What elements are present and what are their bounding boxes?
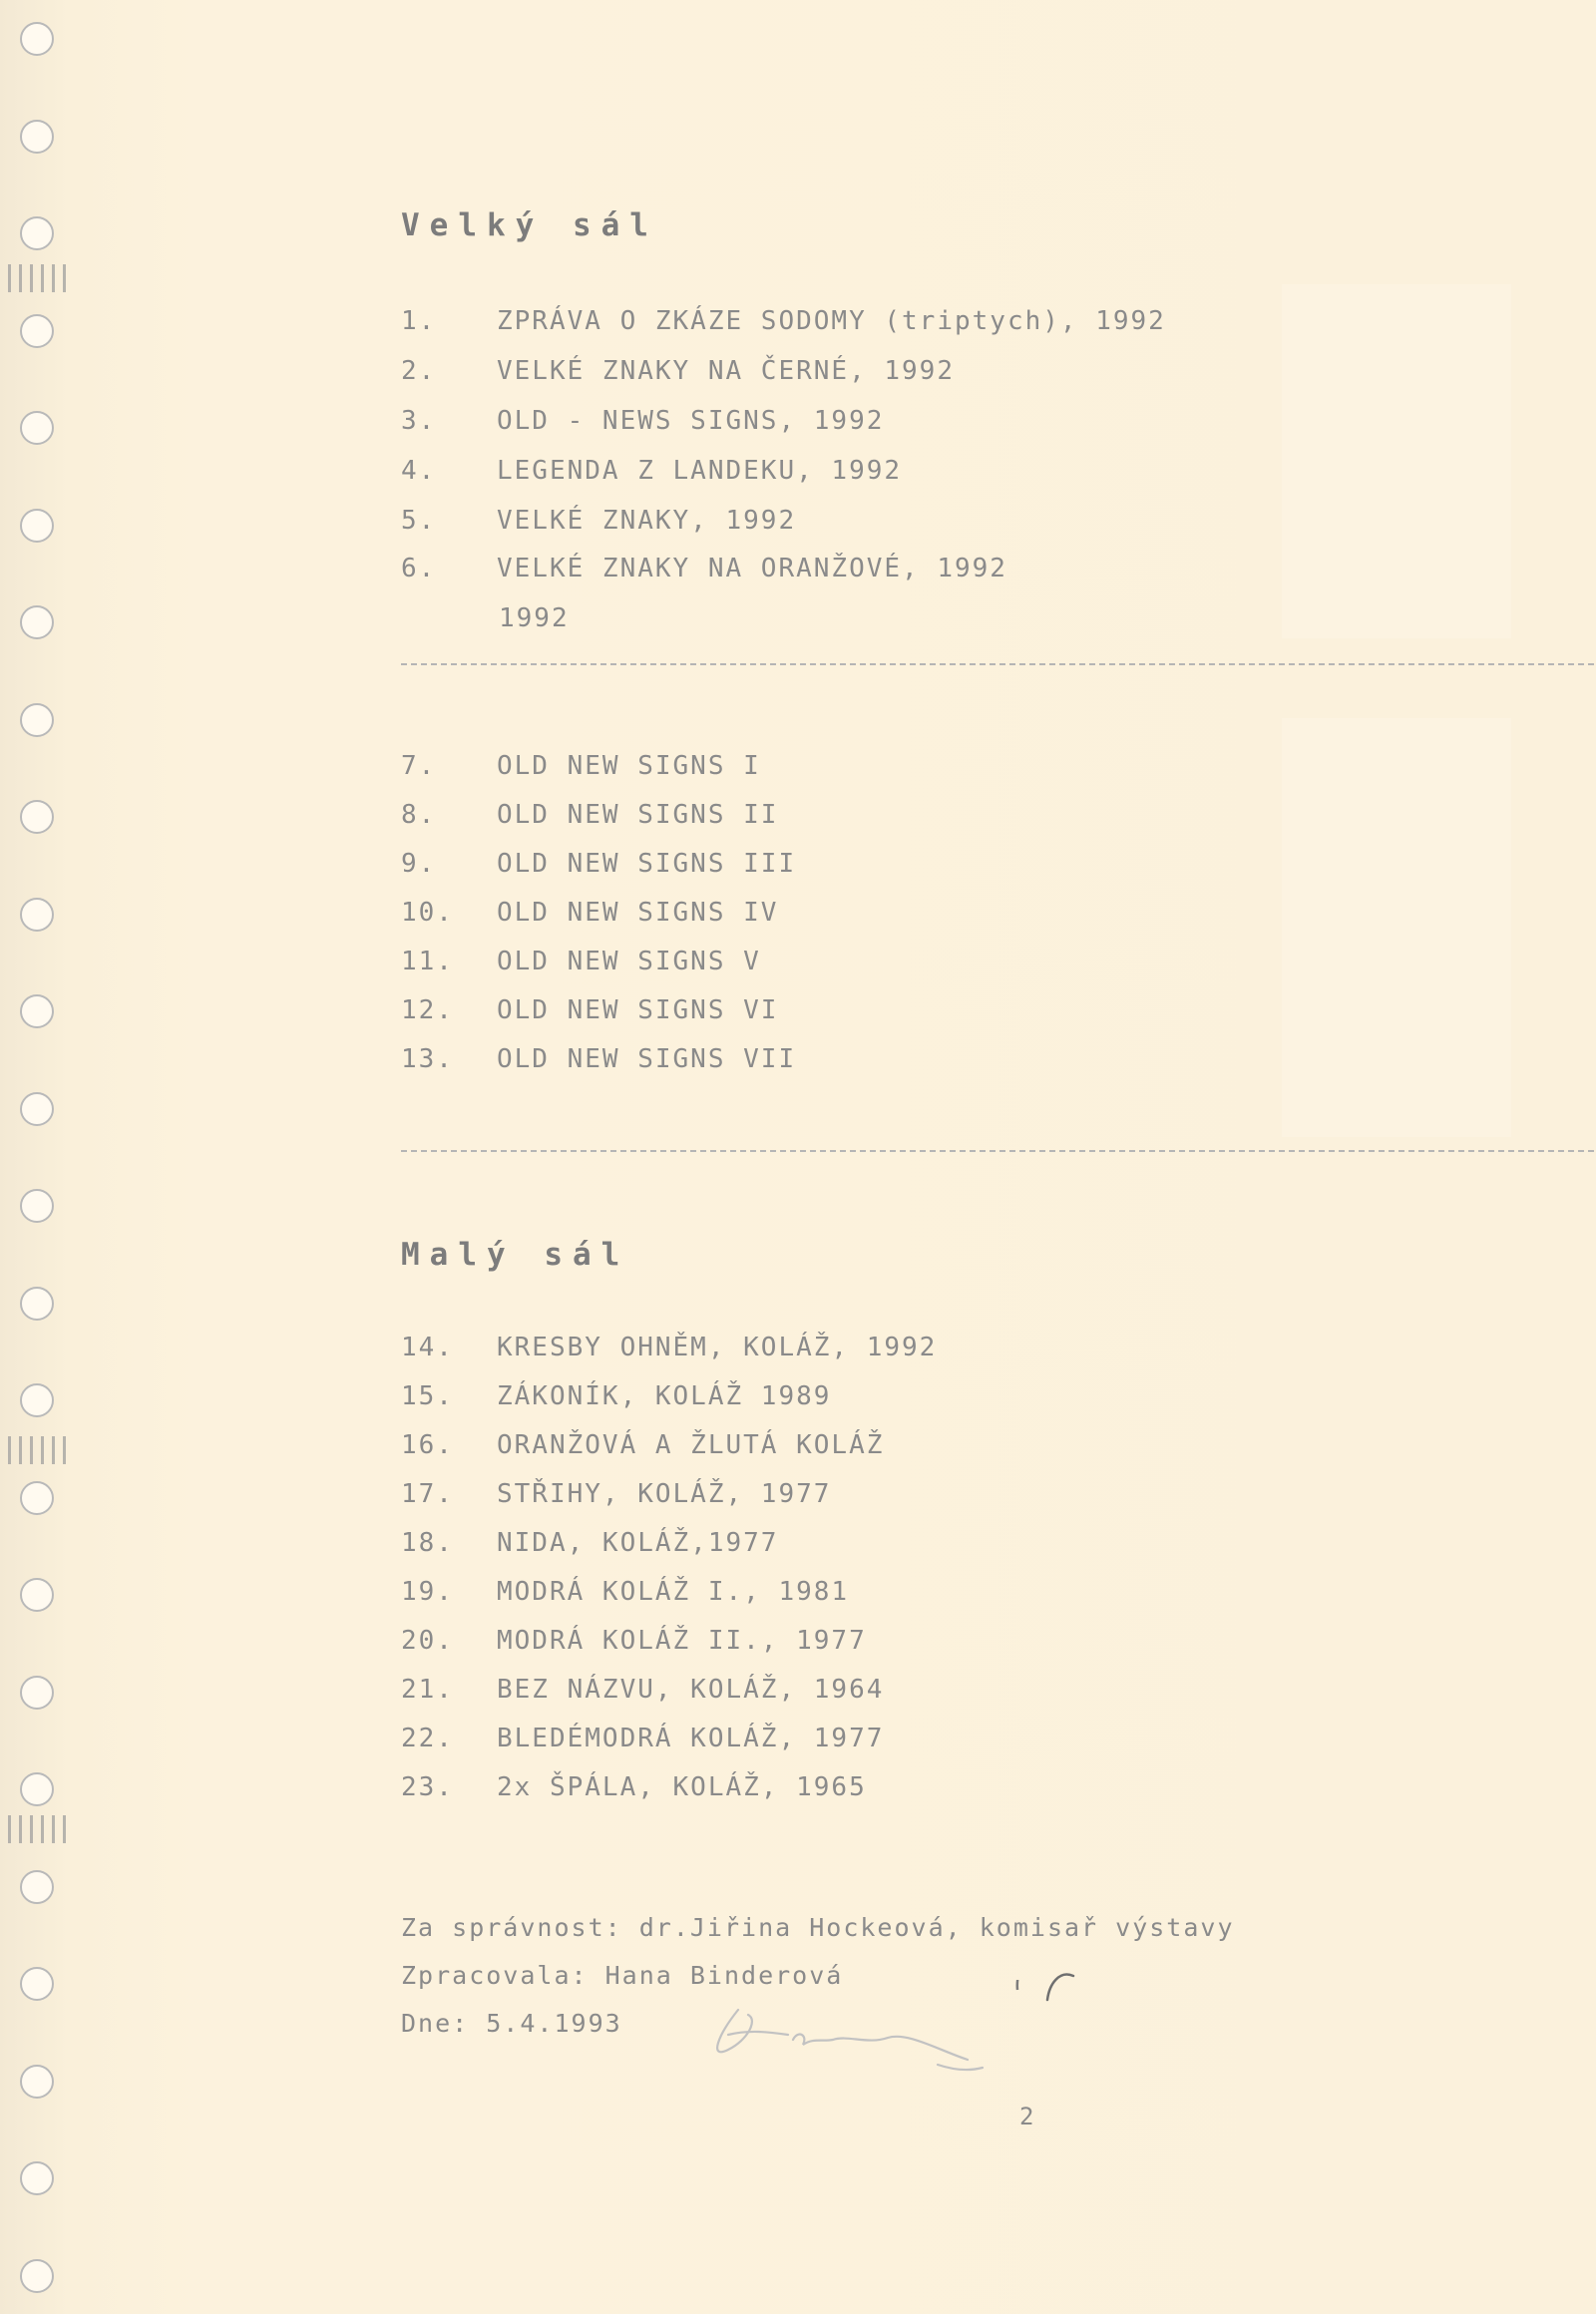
binder-hole <box>20 898 54 932</box>
binder-hole <box>20 2065 54 2099</box>
scan-shade <box>1282 284 1511 638</box>
list-item: 5. VELKÉ ZNAKY, 1992 <box>401 506 797 536</box>
binder-hole <box>20 2259 54 2293</box>
dashed-divider <box>401 1150 1594 1152</box>
binder-hole <box>20 994 54 1028</box>
perforation-mark <box>8 1815 74 1843</box>
binder-hole <box>20 1676 54 1710</box>
list-item: 17. STŘIHY, KOLÁŽ, 1977 <box>401 1479 832 1509</box>
list-item-continuation: 1992 <box>499 603 570 633</box>
list-item: 11. OLD NEW SIGNS V <box>401 947 761 976</box>
handwritten-signature <box>698 1980 1027 2090</box>
list-item: 15. ZÁKONÍK, KOLÁŽ 1989 <box>401 1381 832 1411</box>
perforation-mark <box>8 1436 74 1464</box>
binder-hole <box>20 1092 54 1126</box>
binder-hole <box>20 703 54 737</box>
list-item: 16. ORANŽOVÁ A ŽLUTÁ KOLÁŽ <box>401 1430 885 1460</box>
binder-hole <box>20 1189 54 1223</box>
list-item: 20. MODRÁ KOLÁŽ II., 1977 <box>401 1626 867 1656</box>
list-item: 12. OLD NEW SIGNS VI <box>401 995 779 1025</box>
list-item: 4. LEGENDA Z LANDEKU, 1992 <box>401 456 903 486</box>
binder-hole <box>20 2161 54 2195</box>
section-heading: Malý sál <box>401 1237 630 1273</box>
binder-hole <box>20 1870 54 1904</box>
section-heading: Velký sál <box>401 207 658 243</box>
binder-hole <box>20 1383 54 1417</box>
page-number: 2 <box>1019 2103 1034 2130</box>
list-item: 8. OLD NEW SIGNS II <box>401 800 779 830</box>
binder-hole <box>20 1578 54 1612</box>
list-item: 6. VELKÉ ZNAKY NA ORANŽOVÉ, 1992 <box>401 554 1007 583</box>
binder-hole <box>20 120 54 154</box>
list-item: 19. MODRÁ KOLÁŽ I., 1981 <box>401 1577 850 1607</box>
binder-hole <box>20 1772 54 1806</box>
binder-hole <box>20 314 54 348</box>
date-line: Dne: 5.4.1993 <box>401 2009 622 2038</box>
list-item: 1. ZPRÁVA O ZKÁZE SODOMY (triptych), 1992 <box>401 306 1166 336</box>
verification-line: Za správnost: dr.Jiřina Hockeová, komisař výstavy <box>401 1913 1235 1942</box>
pen-mark <box>1037 1970 1077 2030</box>
binder-hole <box>20 216 54 250</box>
list-item: 22. BLEDÉMODRÁ KOLÁŽ, 1977 <box>401 1724 885 1753</box>
list-item: 23. 2x ŠPÁLA, KOLÁŽ, 1965 <box>401 1772 867 1802</box>
list-item: 14. KRESBY OHNĚM, KOLÁŽ, 1992 <box>401 1333 938 1362</box>
binder-hole <box>20 605 54 639</box>
list-item: 3. OLD - NEWS SIGNS, 1992 <box>401 406 885 436</box>
list-item: 2. VELKÉ ZNAKY NA ČERNÉ, 1992 <box>401 356 955 386</box>
scan-shade <box>1282 718 1511 1137</box>
list-item: 7. OLD NEW SIGNS I <box>401 751 761 781</box>
list-item: 9. OLD NEW SIGNS III <box>401 849 797 879</box>
prepared-by-line: Zpracovala: Hana Binderová <box>401 1961 844 1990</box>
binder-hole <box>20 1287 54 1321</box>
binder-hole <box>20 411 54 445</box>
list-item: 10. OLD NEW SIGNS IV <box>401 898 779 928</box>
dashed-divider <box>401 663 1594 665</box>
list-item: 13. OLD NEW SIGNS VII <box>401 1044 797 1074</box>
binder-hole <box>20 509 54 543</box>
binder-hole <box>20 22 54 56</box>
list-item: 18. NIDA, KOLÁŽ,1977 <box>401 1528 779 1558</box>
binder-hole <box>20 1967 54 2001</box>
list-item: 21. BEZ NÁZVU, KOLÁŽ, 1964 <box>401 1675 885 1705</box>
perforation-mark <box>8 264 74 292</box>
binder-hole <box>20 1481 54 1515</box>
binder-hole <box>20 800 54 834</box>
